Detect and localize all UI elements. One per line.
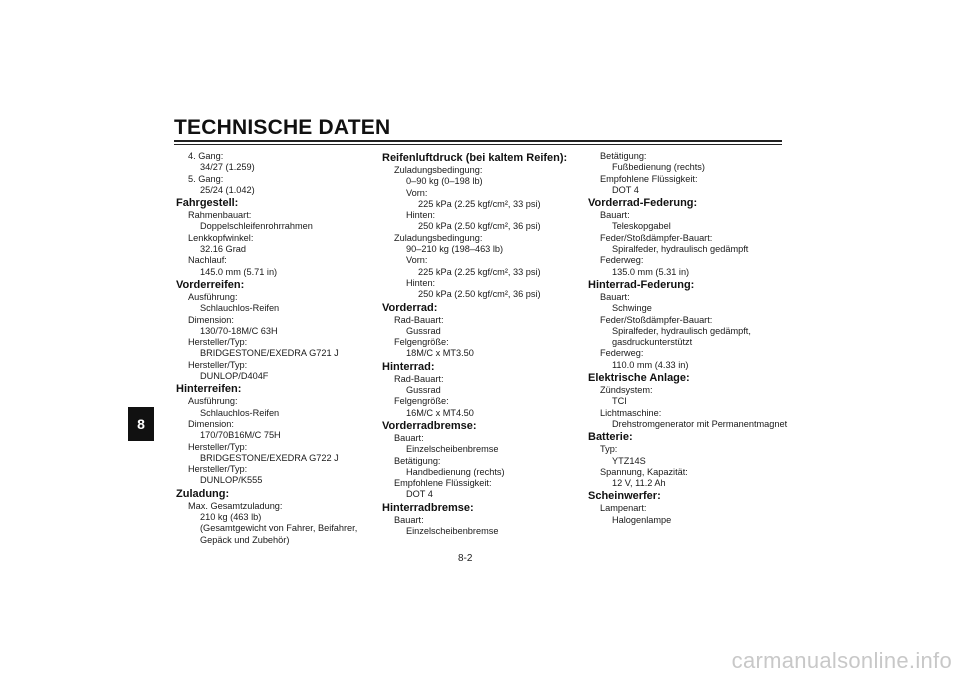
spec-value: 12 V, 11.2 Ah: [612, 478, 666, 489]
spec-value: 18M/C x MT3.50: [406, 348, 474, 359]
section-heading: Elektrische Anlage:: [588, 372, 690, 385]
spec-label: Empfohlene Flüssigkeit:: [600, 173, 698, 184]
section-heading: Zuladung:: [176, 487, 230, 500]
spec-value: 225 kPa (2.25 kgf/cm², 33 psi): [418, 198, 541, 209]
spec-value: Gussrad: [406, 325, 441, 336]
title-rule: [174, 140, 782, 145]
spec-value: 145.0 mm (5.71 in): [200, 266, 278, 277]
spec-label: Bauart:: [394, 514, 424, 525]
spec-value: 170/70B16M/C 75H: [200, 430, 281, 441]
section-heading: Scheinwerfer:: [588, 490, 661, 503]
spec-label: Lenkkopfwinkel:: [188, 232, 254, 243]
spec-value: 130/70-18M/C 63H: [200, 325, 278, 336]
spec-label: Nachlauf:: [188, 255, 227, 266]
spec-value: Handbedienung (rechts): [406, 466, 505, 477]
spec-label: Dimension:: [188, 314, 234, 325]
spec-label: Zündsystem:: [600, 385, 653, 396]
section-heading: Hinterreifen:: [176, 383, 242, 396]
spec-value: 25/24 (1.042): [200, 184, 255, 195]
spec-label: Hersteller/Typ:: [188, 337, 248, 348]
spec-value: Spiralfeder, hydraulisch gedämpft,: [612, 325, 751, 336]
spec-label: 5. Gang:: [188, 173, 224, 184]
spec-value: Einzelscheibenbremse: [406, 526, 499, 537]
spec-label: Spannung, Kapazität:: [600, 466, 688, 477]
spec-column-3: [588, 151, 788, 526]
spec-value: Einzelscheibenbremse: [406, 444, 499, 455]
spec-label: Ausführung:: [188, 396, 238, 407]
spec-value: gasdruckunterstützt: [612, 337, 693, 348]
spec-value: TCI: [612, 396, 627, 407]
spec-value: Doppelschleifenrohrrahmen: [200, 221, 313, 232]
spec-label: Zuladungsbedingung:: [394, 232, 483, 243]
spec-label: Dimension:: [188, 418, 234, 429]
spec-value: Spiralfeder, hydraulisch gedämpft: [612, 244, 749, 255]
spec-label: Lampenart:: [600, 503, 647, 514]
spec-value: Halogenlampe: [612, 514, 672, 525]
spec-label: Felgengröße:: [394, 396, 449, 407]
spec-value: 110.0 mm (4.33 in): [612, 359, 689, 370]
spec-value: DOT 4: [406, 489, 433, 500]
section-heading: Vorderradbremse:: [382, 419, 477, 432]
spec-label: Ausführung:: [188, 291, 238, 302]
spec-label: Zuladungsbedingung:: [394, 165, 483, 175]
spec-value: 0–90 kg (0–198 lb): [406, 176, 483, 187]
spec-value: (Gesamtgewicht von Fahrer, Beifahrer,: [200, 523, 358, 534]
spec-label: Hersteller/Typ:: [188, 441, 248, 452]
spec-label: Hersteller/Typ:: [188, 464, 248, 475]
spec-value: 210 kg (463 lb): [200, 512, 262, 523]
spec-label: Bauart:: [600, 291, 630, 302]
spec-value: DOT 4: [612, 184, 639, 195]
spec-value: Gussrad: [406, 385, 441, 396]
section-heading: Reifenluftdruck (bei kaltem Reifen):: [382, 152, 568, 164]
chapter-tab: 8: [128, 407, 154, 441]
spec-label: Betätigung:: [394, 455, 441, 466]
spec-label: Typ:: [600, 444, 618, 455]
spec-value: Vorn:: [406, 255, 428, 266]
spec-value: 225 kPa (2.25 kgf/cm², 33 psi): [418, 266, 541, 277]
spec-value: 250 kPa (2.50 kgf/cm², 36 psi): [418, 221, 541, 232]
spec-value: Hinten:: [406, 277, 436, 288]
spec-value: YTZ14S: [612, 455, 646, 466]
spec-value: Hinten:: [406, 210, 436, 221]
spec-label: Federweg:: [600, 348, 644, 359]
watermark: carmanualsonline.info: [731, 648, 952, 673]
section-heading: Hinterradbremse:: [382, 501, 474, 514]
spec-label: Rahmenbauart:: [188, 210, 252, 221]
spec-column-1: [176, 151, 376, 546]
spec-value: 34/27 (1.259): [200, 162, 255, 173]
spec-value: 32.16 Grad: [200, 244, 246, 255]
section-heading: Fahrgestell:: [176, 197, 239, 210]
spec-value: Schwinge: [612, 303, 652, 314]
spec-value: DUNLOP/D404F: [200, 371, 269, 382]
spec-label: Betätigung:: [600, 151, 647, 161]
section-heading: Vorderreifen:: [176, 278, 245, 291]
page-title: TECHNISCHE DATEN: [174, 116, 391, 139]
spec-value: BRIDGESTONE/EXEDRA G721 J: [200, 348, 339, 359]
spec-value: Schlauchlos-Reifen: [200, 303, 280, 314]
spec-label: 4. Gang:: [188, 151, 224, 161]
spec-value: Schlauchlos-Reifen: [200, 407, 280, 418]
spec-value: 135.0 mm (5.31 in): [612, 266, 690, 277]
section-heading: Hinterrad:: [382, 360, 435, 373]
spec-label: Bauart:: [394, 432, 424, 443]
section-heading: Vorderrad:: [382, 301, 438, 314]
spec-label: Lichtmaschine:: [600, 407, 662, 418]
spec-label: Bauart:: [600, 210, 630, 221]
spec-value: DUNLOP/K555: [200, 475, 263, 486]
spec-label: Federweg:: [600, 255, 644, 266]
section-heading: Vorderrad-Federung:: [588, 197, 698, 210]
spec-value: Drehstromgenerator mit Permanentmagnet: [612, 418, 788, 429]
spec-value: 16M/C x MT4.50: [406, 407, 474, 418]
spec-label: Rad-Bauart:: [394, 314, 444, 325]
spec-label: Hersteller/Typ:: [188, 359, 248, 370]
section-heading: Hinterrad-Federung:: [588, 278, 695, 291]
spec-label: Empfohlene Flüssigkeit:: [394, 478, 492, 489]
spec-label: Rad-Bauart:: [394, 373, 444, 384]
spec-value: Teleskopgabel: [612, 221, 671, 232]
spec-value: 90–210 kg (198–463 lb): [406, 244, 504, 255]
spec-label: Felgengröße:: [394, 337, 449, 348]
spec-value: 250 kPa (2.50 kgf/cm², 36 psi): [418, 289, 541, 300]
spec-label: Max. Gesamtzuladung:: [188, 500, 283, 511]
spec-column-2: [382, 151, 582, 537]
spec-label: Feder/Stoßdämpfer-Bauart:: [600, 232, 713, 243]
spec-value: Fußbedienung (rechts): [612, 162, 705, 173]
spec-label: Feder/Stoßdämpfer-Bauart:: [600, 314, 713, 325]
spec-value: Vorn:: [406, 187, 428, 198]
page-number: 8-2: [458, 553, 473, 564]
spec-value: BRIDGESTONE/EXEDRA G722 J: [200, 452, 339, 463]
spec-value: Gepäck und Zubehör): [200, 534, 290, 545]
section-heading: Batterie:: [588, 431, 633, 444]
